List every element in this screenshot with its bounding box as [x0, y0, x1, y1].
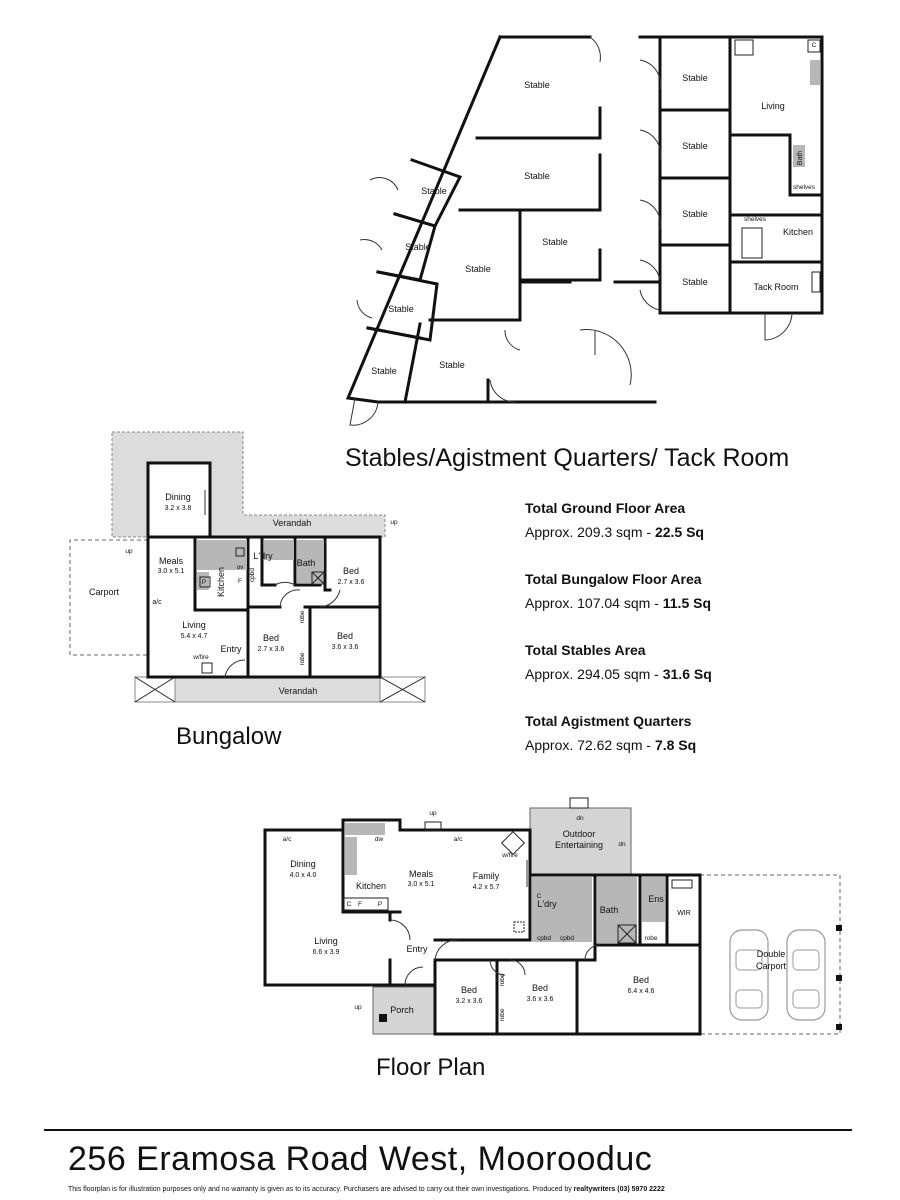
house-cpbd-label-2: cpbd	[559, 935, 575, 942]
house-outdoor-label: Outdoor	[562, 829, 596, 839]
house-bed2-dim: 3.6 x 3.6	[526, 996, 554, 1003]
house-bed2-label: Bed	[531, 983, 549, 993]
house-robe-label-3: robe	[499, 1008, 506, 1022]
tack-room-label: Tack Room	[753, 282, 799, 292]
divider-line	[44, 1129, 852, 1131]
stable-label-4: Stable	[405, 242, 431, 252]
area-value: Approx. 209.3 sqm - 22.5 Sq	[525, 524, 704, 540]
bungalow-living-dim: 5.4 x 4.7	[180, 633, 208, 640]
bungalow-up-label-2: up	[390, 519, 398, 526]
stable-label-9: Stable	[439, 360, 465, 370]
bungalow-kitchen-label: Kitchen	[216, 566, 226, 598]
bungalow-bed2-dim: 2.7 x 3.6	[257, 646, 285, 653]
house-bed1-dim: 3.2 x 3.6	[455, 998, 483, 1005]
disclaimer-brand: realtywriters (03) 5970 2222	[573, 1186, 665, 1193]
area-label: Total Ground Floor Area	[525, 500, 686, 516]
bungalow-carport-label: Carport	[88, 587, 120, 597]
house-wfire-label: w/fire	[502, 852, 518, 859]
stable-label-5: Stable	[542, 237, 568, 247]
house-living-label: Living	[314, 936, 338, 946]
stable-label-1: Stable	[524, 80, 550, 90]
house-block	[265, 798, 842, 1034]
house-family-dim: 4.2 x 5.7	[472, 884, 500, 891]
quarters-bath-label: Bath	[797, 150, 804, 166]
house-meals-dim: 3.0 x 5.1	[407, 881, 435, 888]
house-family-label: Family	[472, 871, 500, 881]
bungalow-robe-label-2: robe	[299, 652, 306, 666]
house-bed1-label: Bed	[460, 985, 478, 995]
disclaimer-text: This floorplan is for illustration purposes only and no warranty is given as to its accuracy. Purchasers are advised to carry out their own investigations. Produced by realtywriters (03) 5970 2222	[68, 1186, 665, 1193]
bungalow-living-label: Living	[182, 620, 206, 630]
area-agistment	[525, 709, 696, 757]
bungalow-ldry-label: L'dry	[253, 551, 273, 561]
house-dw-label: dw	[374, 836, 384, 843]
bungalow-meals-label: Meals	[158, 556, 184, 566]
quarters-shelves-label-2: shelves	[743, 216, 767, 223]
house-living-dim: 6.6 x 3.9	[312, 949, 340, 956]
stable-label-10: Stable	[682, 73, 708, 83]
car-icon-2	[787, 930, 825, 1020]
house-f-label: F	[358, 901, 362, 908]
quarters-living-label: Living	[761, 101, 785, 111]
quarters-kitchen-label: Kitchen	[782, 227, 814, 237]
house-wir-label: WIR	[677, 910, 691, 917]
bungalow-dining-label: Dining	[165, 492, 191, 502]
house-meals-label: Meals	[408, 869, 434, 879]
house-up-label-2: up	[354, 1004, 362, 1011]
house-kitchen-label: Kitchen	[355, 881, 387, 891]
quarters-shelves-label-1: shelves	[792, 184, 816, 191]
stable-label-11: Stable	[682, 141, 708, 151]
bungalow-title: Bungalow	[176, 723, 282, 750]
stable-label-12: Stable	[682, 209, 708, 219]
car-icon-1	[730, 930, 768, 1020]
bungalow-bed3-label: Bed	[336, 631, 354, 641]
house-bed3-label: Bed	[632, 975, 650, 985]
bungalow-robe-label-1: robe	[299, 610, 306, 624]
bungalow-ov-label: ov	[236, 564, 244, 571]
floor-plan-title: Floor Plan	[376, 1054, 486, 1081]
house-ac-label-1: a/c	[282, 836, 292, 843]
area-ground-floor	[525, 496, 704, 544]
house-dining-label: Dining	[290, 859, 316, 869]
bungalow-bed1-label: Bed	[342, 566, 360, 576]
house-dn-label-2: dn	[618, 841, 626, 848]
stable-label-6: Stable	[465, 264, 491, 274]
bungalow-entry-label: Entry	[220, 644, 242, 654]
stable-label-2: Stable	[524, 171, 550, 181]
stable-label-13: Stable	[682, 277, 708, 287]
bungalow-cpbd-label: cpbd	[249, 567, 256, 583]
house-p-label: P	[377, 901, 383, 908]
bungalow-bed2-label: Bed	[262, 633, 280, 643]
area-label: Total Agistment Quarters	[525, 713, 692, 729]
area-value: Approx. 107.04 sqm - 11.5 Sq	[525, 595, 712, 611]
bungalow-verandah-label-top: Verandah	[272, 518, 312, 528]
house-ldry-label: L'dry	[537, 899, 557, 909]
bungalow-meals-dim: 3.0 x 5.1	[157, 568, 185, 575]
house-cpbd-label-1: cpbd	[536, 935, 552, 942]
stables-title: Stables/Agistment Quarters/ Tack Room	[345, 444, 790, 472]
house-carport-label: Carport	[755, 961, 787, 971]
area-value: Approx. 72.62 sqm - 7.8 Sq	[525, 737, 697, 753]
stable-label-3: Stable	[421, 186, 447, 196]
quarters-c-label: C	[811, 42, 817, 49]
house-entry-label: Entry	[406, 944, 428, 954]
bungalow-dining-dim: 3.2 x 3.8	[164, 505, 192, 512]
area-label: Total Stables Area	[525, 642, 646, 658]
house-robe-label-1: robe	[644, 935, 658, 942]
area-label: Total Bungalow Floor Area	[525, 571, 702, 587]
house-porch-label: Porch	[390, 1005, 414, 1015]
house-ac-label-2: a/c	[453, 836, 463, 843]
house-bed3-dim: 6.4 x 4.6	[627, 988, 655, 995]
bungalow-f-label: F	[238, 578, 242, 585]
area-bungalow	[525, 567, 711, 615]
house-ens-label: Ens	[648, 894, 664, 904]
stable-label-8: Stable	[371, 366, 397, 376]
property-address: 256 Eramosa Road West, Moorooduc	[68, 1140, 653, 1178]
house-dining-dim: 4.0 x 4.0	[289, 872, 317, 879]
bungalow-bath-label: Bath	[296, 558, 316, 568]
area-stables	[525, 638, 712, 686]
bungalow-up-label-1: up	[125, 548, 133, 555]
house-dn-label-1: dn	[576, 815, 584, 822]
stable-label-7: Stable	[388, 304, 414, 314]
bungalow-verandah-label-bottom: Verandah	[278, 686, 318, 696]
house-robe-label-2: robe	[499, 973, 506, 987]
area-value: Approx. 294.05 sqm - 31.6 Sq	[525, 666, 712, 682]
bungalow-p-label: P	[201, 579, 207, 586]
stables-block	[348, 37, 822, 425]
house-entertaining-label: Entertaining	[554, 840, 604, 850]
bungalow-bed3-dim: 3.6 x 3.6	[331, 644, 359, 651]
house-double-label: Double	[756, 949, 786, 959]
house-bath-label: Bath	[599, 905, 619, 915]
bungalow-wfire-label: w/fire	[193, 654, 209, 661]
house-up-label-1: up	[429, 810, 437, 817]
bungalow-bed1-dim: 2.7 x 3.6	[337, 579, 365, 586]
house-c-label-2: C	[346, 901, 352, 908]
house-c-label-1: C	[536, 893, 542, 900]
bungalow-ac-label: a/c	[152, 599, 162, 606]
